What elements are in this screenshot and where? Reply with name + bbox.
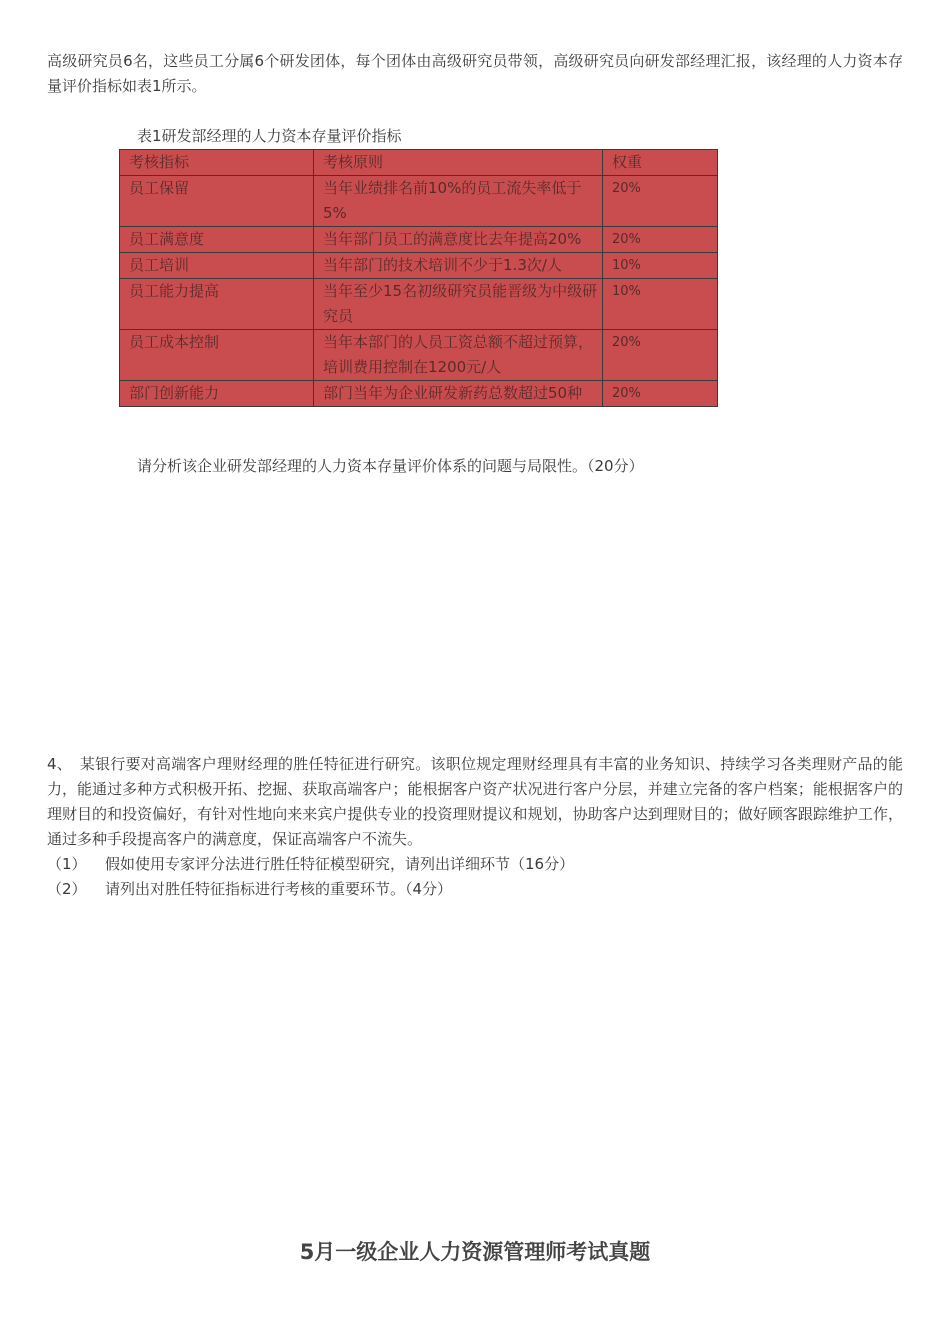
- cell-weight: 20%: [603, 176, 718, 227]
- table-row: [120, 253, 718, 279]
- cell-indicator: 部门创新能力: [120, 381, 314, 407]
- cell-weight: 10%: [603, 253, 718, 279]
- cell-indicator: 员工保留: [120, 176, 314, 227]
- cell-principle: 当年部门员工的满意度比去年提高20%: [314, 227, 603, 253]
- cell-principle: 部门当年为企业研发新药总数超过50种: [314, 381, 603, 407]
- cell-weight: 20%: [603, 330, 718, 381]
- table-row: [120, 176, 718, 227]
- header-principle: 考核原则: [314, 150, 603, 176]
- table-row: [120, 279, 718, 330]
- sub-question-2: [47, 877, 452, 902]
- cell-indicator: 员工能力提高: [120, 279, 314, 330]
- question-4-paragraph: 4、 某银行要对高端客户理财经理的胜任特征进行研究。该职位规定理财经理具有丰富的业务知识、持续学习各类理财产品的能力，能通过多种方式积极开拓、挖掘、获取高端客户；能根据客户资产状况进行客户分层，并建立完备的客户档案；能根据客户的理财目的和投资偏好，有针对性地向来来宾户提供专业的投资理财提议和规划，协助客户达到理财目的；做好顾客跟踪维护工作，通过多种手段提高客户的满意度，保证高端客户不流失。: [47, 755, 903, 848]
- table-header-row: [120, 150, 718, 176]
- table-row: [120, 381, 718, 407]
- evaluation-table: [119, 149, 718, 407]
- cell-indicator: 员工成本控制: [120, 330, 314, 381]
- table-question: 请分析该企业研发部经理的人力资本存量评价体系的问题与局限性。（20分）: [137, 457, 644, 475]
- cell-weight: 20%: [603, 227, 718, 253]
- cell-indicator: 员工培训: [120, 253, 314, 279]
- table-row: [120, 330, 718, 381]
- cell-principle: 当年业绩排名前10%的员工流失率低于5%: [314, 176, 603, 227]
- cell-principle: 当年至少15名初级研究员能晋级为中级研究员: [314, 279, 603, 330]
- cell-principle: 当年部门的技术培训不少于1.3次/人: [314, 253, 603, 279]
- sub-question-1: [47, 852, 574, 877]
- sub-question-1-number: （1）: [47, 855, 87, 873]
- cell-weight: 20%: [603, 381, 718, 407]
- cell-weight: 10%: [603, 279, 718, 330]
- cell-principle: 当年本部门的人员工资总额不超过预算，培训费用控制在1200元/人: [314, 330, 603, 381]
- exam-title: 5月一级企业人力资源管理师考试真题: [299, 1240, 651, 1264]
- intro-paragraph: 高级研究员6名，这些员工分属6个研发团体，每个团体由高级研究员带领，高级研究员向研发部经理汇报，该经理的人力资本存量评价指标如表1所示。: [47, 52, 903, 95]
- header-indicator: 考核指标: [120, 150, 314, 176]
- cell-indicator: 员工满意度: [120, 227, 314, 253]
- table-caption: 表1研发部经理的人力资本存量评价指标: [137, 127, 402, 145]
- sub-question-2-text: 请列出对胜任特征指标进行考核的重要环节。（4分）: [105, 880, 453, 898]
- header-weight: 权重: [603, 150, 718, 176]
- table-row: [120, 227, 718, 253]
- sub-question-2-number: （2）: [47, 880, 87, 898]
- sub-question-1-text: 假如使用专家评分法进行胜任特征模型研究，请列出详细环节（16分）: [105, 855, 575, 873]
